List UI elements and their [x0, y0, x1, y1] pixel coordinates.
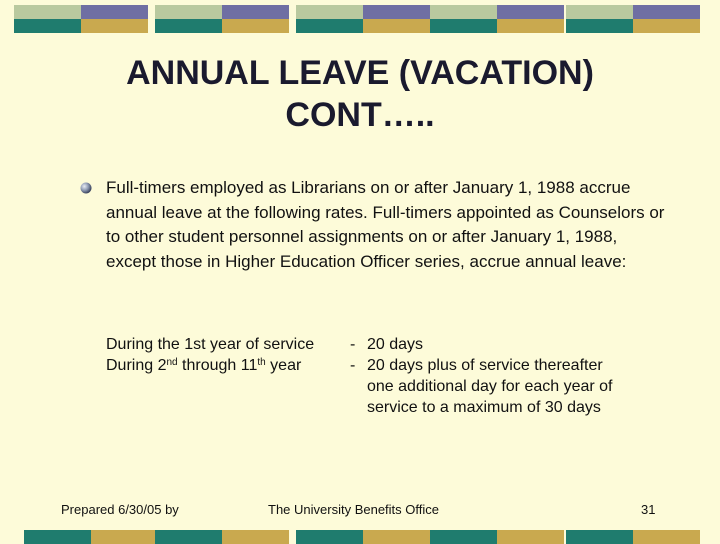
band-tile	[566, 530, 700, 544]
band-tile	[155, 5, 289, 33]
band-tile	[296, 530, 430, 544]
rate-value: 20 days plus of service thereafter	[367, 357, 603, 374]
band-tile	[296, 5, 430, 33]
band-tile	[155, 530, 289, 544]
footer-office: The University Benefits Office	[268, 502, 439, 517]
footer-prepared: Prepared 6/30/05 by	[61, 502, 179, 517]
top-decorative-band	[0, 5, 720, 33]
band-tile	[14, 5, 148, 33]
rate-dash: -	[350, 336, 356, 353]
band-tile	[430, 530, 564, 544]
rate-label: During the 1st year of service	[106, 336, 315, 353]
rate-value: 20 days	[367, 336, 424, 353]
slide-title-line-1: ANNUAL LEAVE (VACATION)	[126, 54, 594, 92]
bottom-decorative-band	[0, 530, 720, 544]
rate-dash: -	[350, 357, 356, 374]
bullet-item	[80, 176, 670, 274]
rate-continuation-line-1: one additional day for each year of	[367, 378, 613, 395]
rate-label: During 2nd through 11th year	[106, 357, 302, 374]
slide-title-line-2: CONT…..	[285, 96, 435, 134]
band-tile	[430, 5, 564, 33]
slide-title	[60, 52, 660, 136]
page-number: 31	[641, 502, 656, 517]
band-tile	[24, 530, 158, 544]
sphere-bullet-icon	[80, 182, 92, 194]
band-tile	[566, 5, 700, 33]
rate-continuation-line-2: service to a maximum of 30 days	[367, 399, 601, 416]
bullet-text: Full-timers employed as Librarians on or after January 1, 1988 accrue annual leave at the following rates. Full-timers appointed as Counselors or to other student personnel assignments on or after January 1, 1988, except those in Higher Education Officer series, accrue annual leave:	[106, 178, 665, 271]
